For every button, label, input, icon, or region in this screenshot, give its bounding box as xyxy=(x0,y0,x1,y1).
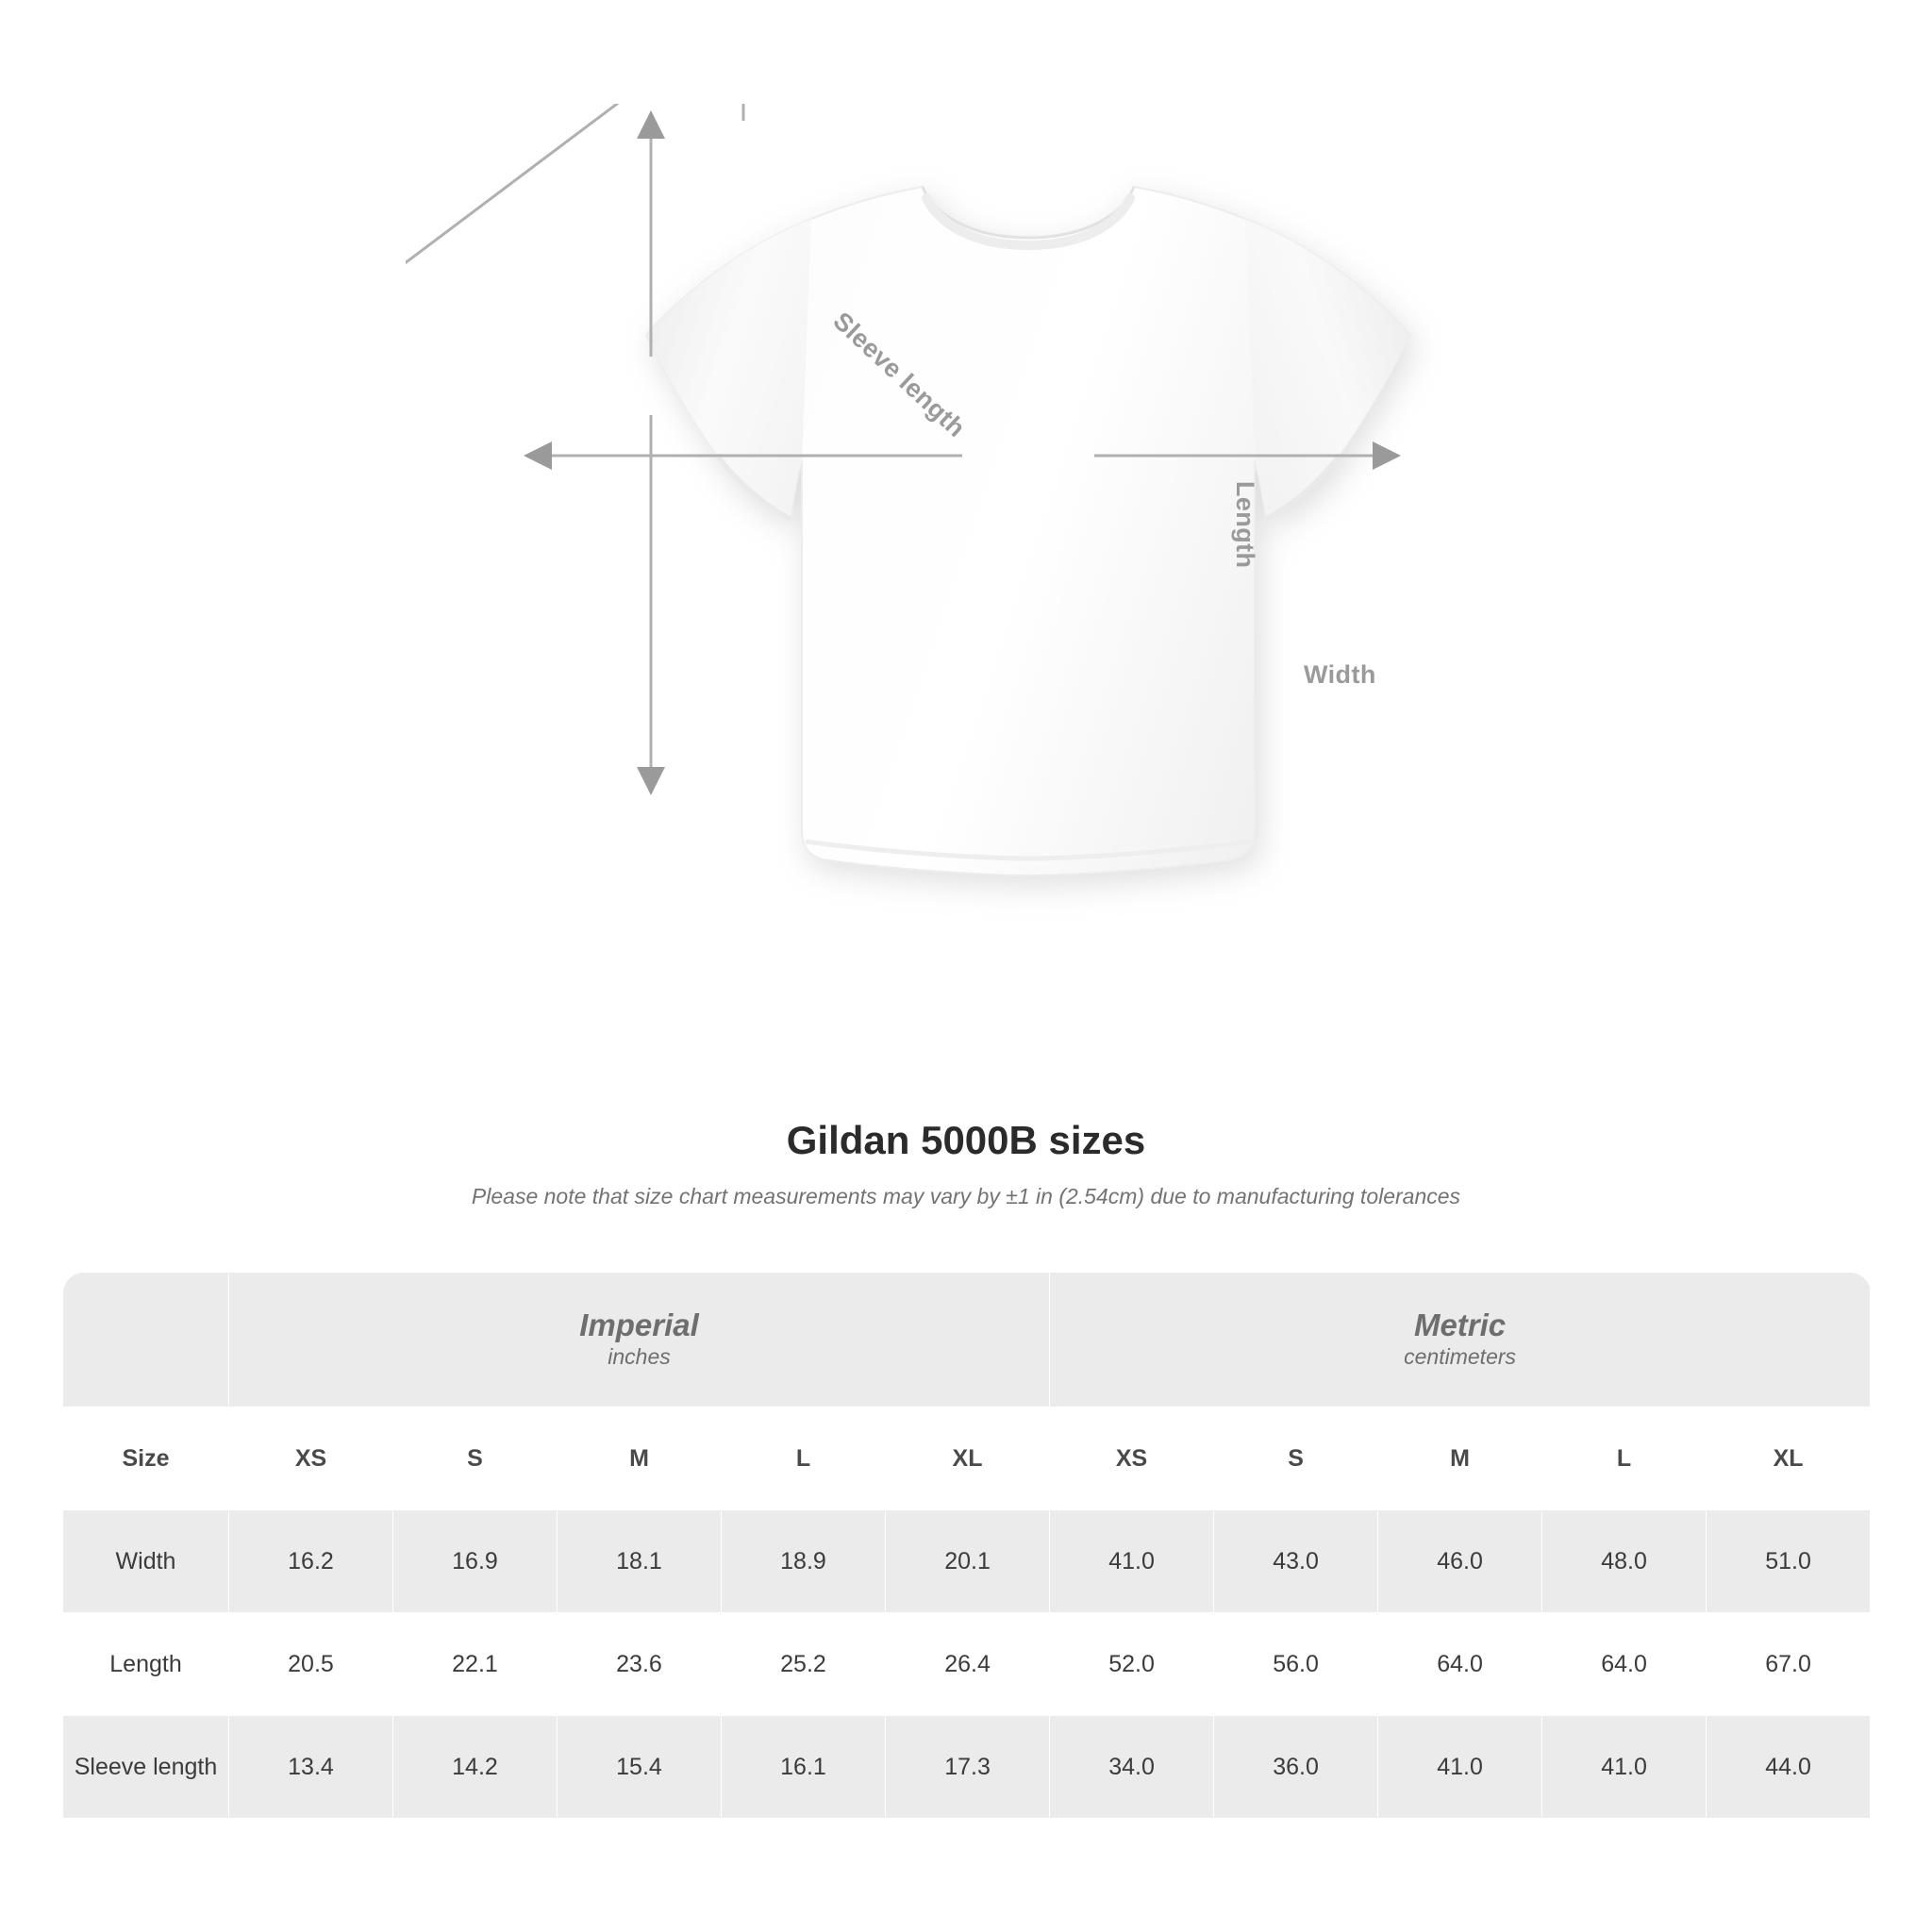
cell-sleeve-metric-xs: 34.0 xyxy=(1050,1716,1214,1819)
cell-width-metric-s: 43.0 xyxy=(1214,1510,1378,1613)
cell-width-imperial-l: 18.9 xyxy=(722,1510,886,1613)
cell-sleeve-metric-xl: 44.0 xyxy=(1707,1716,1871,1819)
imperial-name: Imperial xyxy=(579,1307,699,1343)
cell-length-metric-xl: 67.0 xyxy=(1707,1613,1871,1716)
row-label-length: Length xyxy=(63,1613,229,1716)
column-header-imperial-l: L xyxy=(722,1407,886,1510)
metric-sub: centimeters xyxy=(1404,1344,1517,1370)
sleeve-dimension-line xyxy=(406,104,745,304)
cell-sleeve-imperial-xs: 13.4 xyxy=(229,1716,393,1819)
size-table xyxy=(62,1272,1871,1819)
table-row xyxy=(63,1510,1871,1613)
row-label-sleeve-length: Sleeve length xyxy=(63,1716,229,1819)
cell-length-imperial-xl: 26.4 xyxy=(886,1613,1050,1716)
tshirt-shape xyxy=(646,187,1410,875)
cell-length-metric-xs: 52.0 xyxy=(1050,1613,1214,1716)
title-block xyxy=(0,1118,1932,1209)
cell-width-imperial-xl: 20.1 xyxy=(886,1510,1050,1613)
column-header-imperial-xl: XL xyxy=(886,1407,1050,1510)
tshirt-diagram xyxy=(406,104,1519,1085)
cell-length-metric-s: 56.0 xyxy=(1214,1613,1378,1716)
column-header-imperial-s: S xyxy=(393,1407,558,1510)
units-header-spacer xyxy=(63,1273,229,1407)
imperial-header xyxy=(229,1273,1050,1407)
cell-length-metric-l: 64.0 xyxy=(1542,1613,1707,1716)
sleeve-length-label: Sleeve length xyxy=(827,307,972,443)
table-row xyxy=(63,1716,1871,1819)
width-label: Width xyxy=(1304,660,1376,689)
cell-length-imperial-xs: 20.5 xyxy=(229,1613,393,1716)
cell-sleeve-metric-s: 36.0 xyxy=(1214,1716,1378,1819)
cell-width-metric-l: 48.0 xyxy=(1542,1510,1707,1613)
column-header-metric-s: S xyxy=(1214,1407,1378,1510)
column-header-imperial-xs: XS xyxy=(229,1407,393,1510)
column-header-metric-l: L xyxy=(1542,1407,1707,1510)
units-header-row xyxy=(63,1273,1871,1407)
cell-width-imperial-m: 18.1 xyxy=(558,1510,722,1613)
cell-sleeve-metric-m: 41.0 xyxy=(1378,1716,1542,1819)
cell-length-imperial-l: 25.2 xyxy=(722,1613,886,1716)
tolerance-note: Please note that size chart measurements may vary by ±1 in (2.54cm) due to manufacturing tolerances xyxy=(471,1184,1461,1208)
size-header-row xyxy=(63,1407,1871,1510)
tshirt-svg xyxy=(406,104,1519,1085)
metric-name: Metric xyxy=(1413,1307,1507,1343)
table-row xyxy=(63,1613,1871,1716)
column-header-metric-xl: XL xyxy=(1707,1407,1871,1510)
size-table-container xyxy=(62,1272,1870,1819)
cell-length-imperial-m: 23.6 xyxy=(558,1613,722,1716)
column-header-metric-m: M xyxy=(1378,1407,1542,1510)
cell-sleeve-imperial-xl: 17.3 xyxy=(886,1716,1050,1819)
column-header-imperial-m: M xyxy=(558,1407,722,1510)
cell-sleeve-imperial-l: 16.1 xyxy=(722,1716,886,1819)
cell-length-metric-m: 64.0 xyxy=(1378,1613,1542,1716)
cell-sleeve-imperial-s: 14.2 xyxy=(393,1716,558,1819)
metric-header xyxy=(1050,1273,1871,1407)
page-title: Gildan 5000B sizes xyxy=(786,1118,1146,1162)
row-label-width: Width xyxy=(63,1510,229,1613)
imperial-sub: inches xyxy=(608,1344,671,1370)
length-label: Length xyxy=(1231,481,1259,569)
cell-length-imperial-s: 22.1 xyxy=(393,1613,558,1716)
cell-sleeve-imperial-m: 15.4 xyxy=(558,1716,722,1819)
cell-width-imperial-xs: 16.2 xyxy=(229,1510,393,1613)
cell-width-metric-xl: 51.0 xyxy=(1707,1510,1871,1613)
column-header-metric-xs: XS xyxy=(1050,1407,1214,1510)
cell-width-imperial-s: 16.9 xyxy=(393,1510,558,1613)
cell-sleeve-metric-l: 41.0 xyxy=(1542,1716,1707,1819)
size-header-label: Size xyxy=(63,1407,229,1510)
cell-width-metric-xs: 41.0 xyxy=(1050,1510,1214,1613)
cell-width-metric-m: 46.0 xyxy=(1378,1510,1542,1613)
